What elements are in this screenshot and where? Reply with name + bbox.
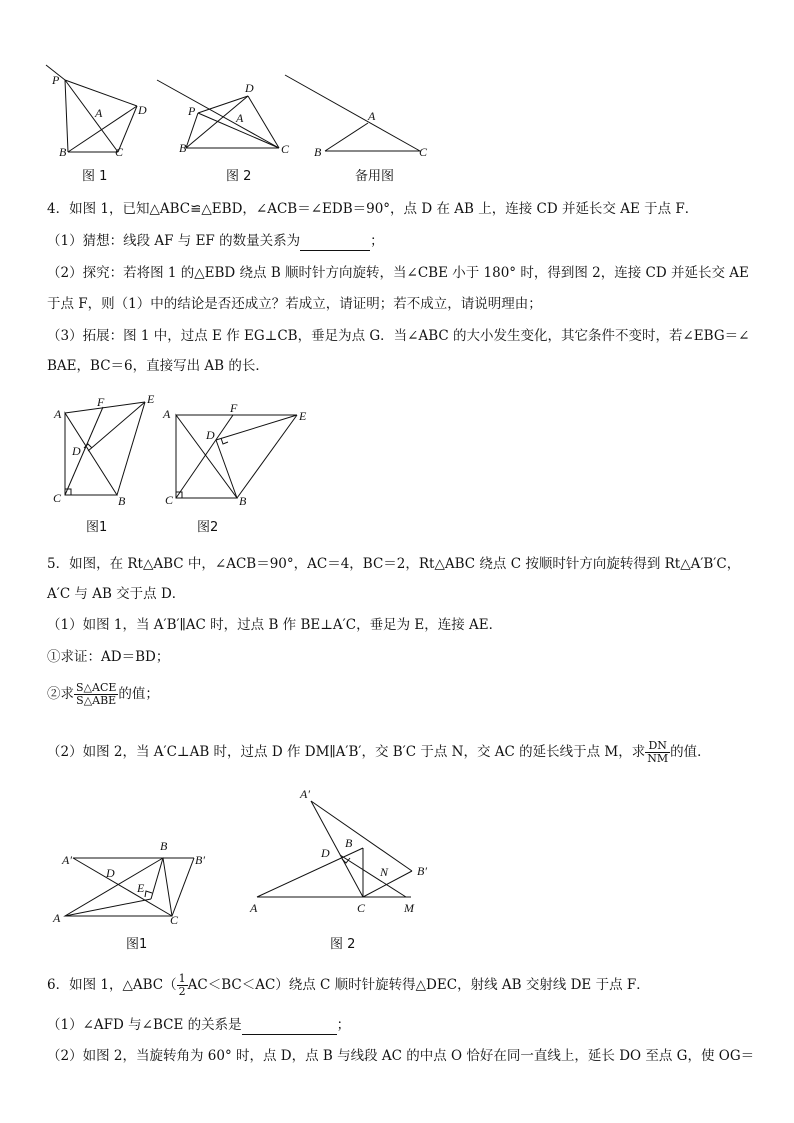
q6-part1-end: ；	[336, 1017, 351, 1033]
figure-2-q4	[176, 415, 297, 498]
label-F: F	[97, 395, 105, 409]
half-fraction	[177, 973, 188, 998]
q5-sub2-pre: ②求	[47, 686, 74, 702]
q4-part1-end: ；	[370, 233, 384, 249]
q6-statement	[47, 973, 650, 998]
label-B: B	[239, 494, 247, 508]
q5-statement-line2: A′C 与 AB 交于点 D．	[47, 586, 186, 602]
label-A: A	[236, 111, 244, 125]
label-A: A	[368, 109, 376, 123]
q6-part1	[47, 1015, 350, 1035]
figure-caption: 备用图	[355, 169, 395, 184]
q4-statement: 4．如图 1，已知△ABC≌△EBD，∠ACB＝∠EDB＝90°，点 D 在 AB 上，连接 CD 并延长交 AE 于点 F．	[47, 201, 699, 217]
label-B: B	[314, 145, 322, 159]
q6-part1-text: （1）∠AFD 与∠BCE 的关系是	[47, 1017, 242, 1033]
figure-row-2	[0, 385, 794, 545]
q4-part2-line2: 于点 F，则（1）中的结论是否还成立？若成立，请证明；若不成立，请说明理由；	[47, 296, 542, 312]
label-E: E	[137, 881, 145, 895]
label-A1: A′	[300, 787, 310, 801]
q4-part3-line2: BAE，BC＝6，直接写出 AB 的长．	[47, 358, 269, 374]
q4-part1	[47, 231, 384, 251]
fraction-denominator: S△ABE	[76, 694, 117, 707]
label-C: C	[357, 901, 366, 915]
label-C: C	[165, 493, 174, 507]
figure-caption: 图1	[86, 520, 108, 535]
q4-part3-line1: （3）拓展：图 1 中，过点 E 作 EG⊥CB，垂足为点 G．当∠ABC 的大小发生变化，其它条件不变时，若∠EBG＝∠	[47, 328, 750, 344]
figure-1-q3	[46, 65, 137, 152]
label-E: E	[147, 392, 155, 406]
label-B1: B′	[417, 864, 427, 878]
figure-caption: 图2	[197, 520, 219, 535]
figure-spare-q3	[285, 75, 420, 151]
label-C: C	[115, 145, 124, 159]
figure-caption: 图1	[126, 937, 148, 952]
label-E: E	[299, 409, 307, 423]
answer-blank	[300, 236, 370, 251]
label-C: C	[281, 142, 290, 156]
figure-row-1	[0, 60, 794, 190]
fraction-numerator: DN	[645, 740, 670, 753]
ratio-fraction	[645, 740, 670, 765]
label-A1: A′	[62, 853, 72, 867]
label-A: A	[163, 407, 171, 421]
figure-2-q3	[157, 80, 279, 148]
label-P: P	[188, 104, 196, 118]
label-B1: B′	[195, 853, 205, 867]
label-C: C	[53, 491, 62, 505]
label-C: C	[170, 913, 179, 927]
q5-sub1: ①求证：AD＝BD；	[47, 649, 170, 665]
q5-sub2-post: 的值；	[118, 686, 159, 702]
fraction-denominator: 2	[178, 985, 186, 998]
label-B: B	[345, 836, 353, 850]
label-P: P	[52, 73, 60, 87]
fraction-denominator: NM	[647, 752, 669, 765]
q6-part2: （2）如图 2，当旋转角为 60° 时，点 D，点 B 与线段 AC 的中点 O 恰好在同一直线上，延长 DO 至点 G，使 OG＝	[47, 1048, 755, 1064]
label-B: B	[179, 141, 187, 155]
ratio-fraction	[74, 682, 118, 707]
q5-part2-pre: （2）如图 2，当 A′C⊥AB 时，过点 D 作 DM∥A′B′，交 B′C 于点 N，交 AC 的延长线于点 M，求	[47, 744, 646, 760]
figure-2-q5	[257, 801, 412, 897]
label-D: D	[321, 846, 330, 860]
figure-caption: 图 2	[330, 937, 356, 952]
label-D: D	[72, 444, 81, 458]
label-B: B	[118, 494, 126, 508]
label-D: D	[106, 866, 115, 880]
fraction-numerator: S△ACE	[76, 681, 117, 694]
label-A: A	[250, 901, 258, 915]
fraction-numerator: 1	[178, 972, 186, 985]
q5-statement-line1: 5．如图，在 Rt△ABC 中，∠ACB＝90°，AC＝4，BC＝2，Rt△ABC 绕点 C 按顺时针方向旋转得到 Rt△A′B′C，	[47, 556, 741, 572]
q6-statement-pre: 6．如图 1，△ABC（	[47, 977, 177, 993]
label-M: M	[404, 901, 414, 915]
q5-part2-post: 的值．	[670, 744, 711, 760]
label-D: D	[245, 81, 254, 95]
q4-part1-text: （1）猜想：线段 AF 与 EF 的数量关系为	[47, 233, 301, 249]
label-B: B	[59, 145, 67, 159]
label-A: A	[53, 911, 61, 925]
label-D: D	[206, 428, 215, 442]
label-B: B	[160, 839, 168, 853]
answer-blank	[242, 1020, 337, 1035]
q5-part2	[47, 740, 711, 765]
figure-caption: 图 2	[226, 169, 252, 184]
label-A: A	[95, 106, 103, 120]
label-C: C	[419, 145, 428, 159]
q5-part1: （1）如图 1，当 A′B′∥AC 时，过点 B 作 BE⊥A′C，垂足为 E，连接 AE．	[47, 617, 503, 633]
label-A: A	[54, 407, 62, 421]
figure-row-3	[0, 780, 794, 960]
q6-statement-post: AC＜BC＜AC）绕点 C 顺时针旋转得△DEC，射线 AB 交射线 DE 于点 F．	[187, 977, 650, 993]
figure-1-q5	[65, 858, 194, 916]
q4-part2-line1: （2）探究：若将图 1 的△EBD 绕点 B 顺时针方向旋转，当∠CBE 小于 180° 时，得到图 2，连接 CD 并延长交 AE	[47, 265, 749, 281]
label-D: D	[138, 103, 147, 117]
figure-caption: 图 1	[82, 169, 108, 184]
label-N: N	[380, 865, 389, 879]
label-F: F	[230, 401, 238, 415]
q5-sub2	[47, 682, 159, 707]
